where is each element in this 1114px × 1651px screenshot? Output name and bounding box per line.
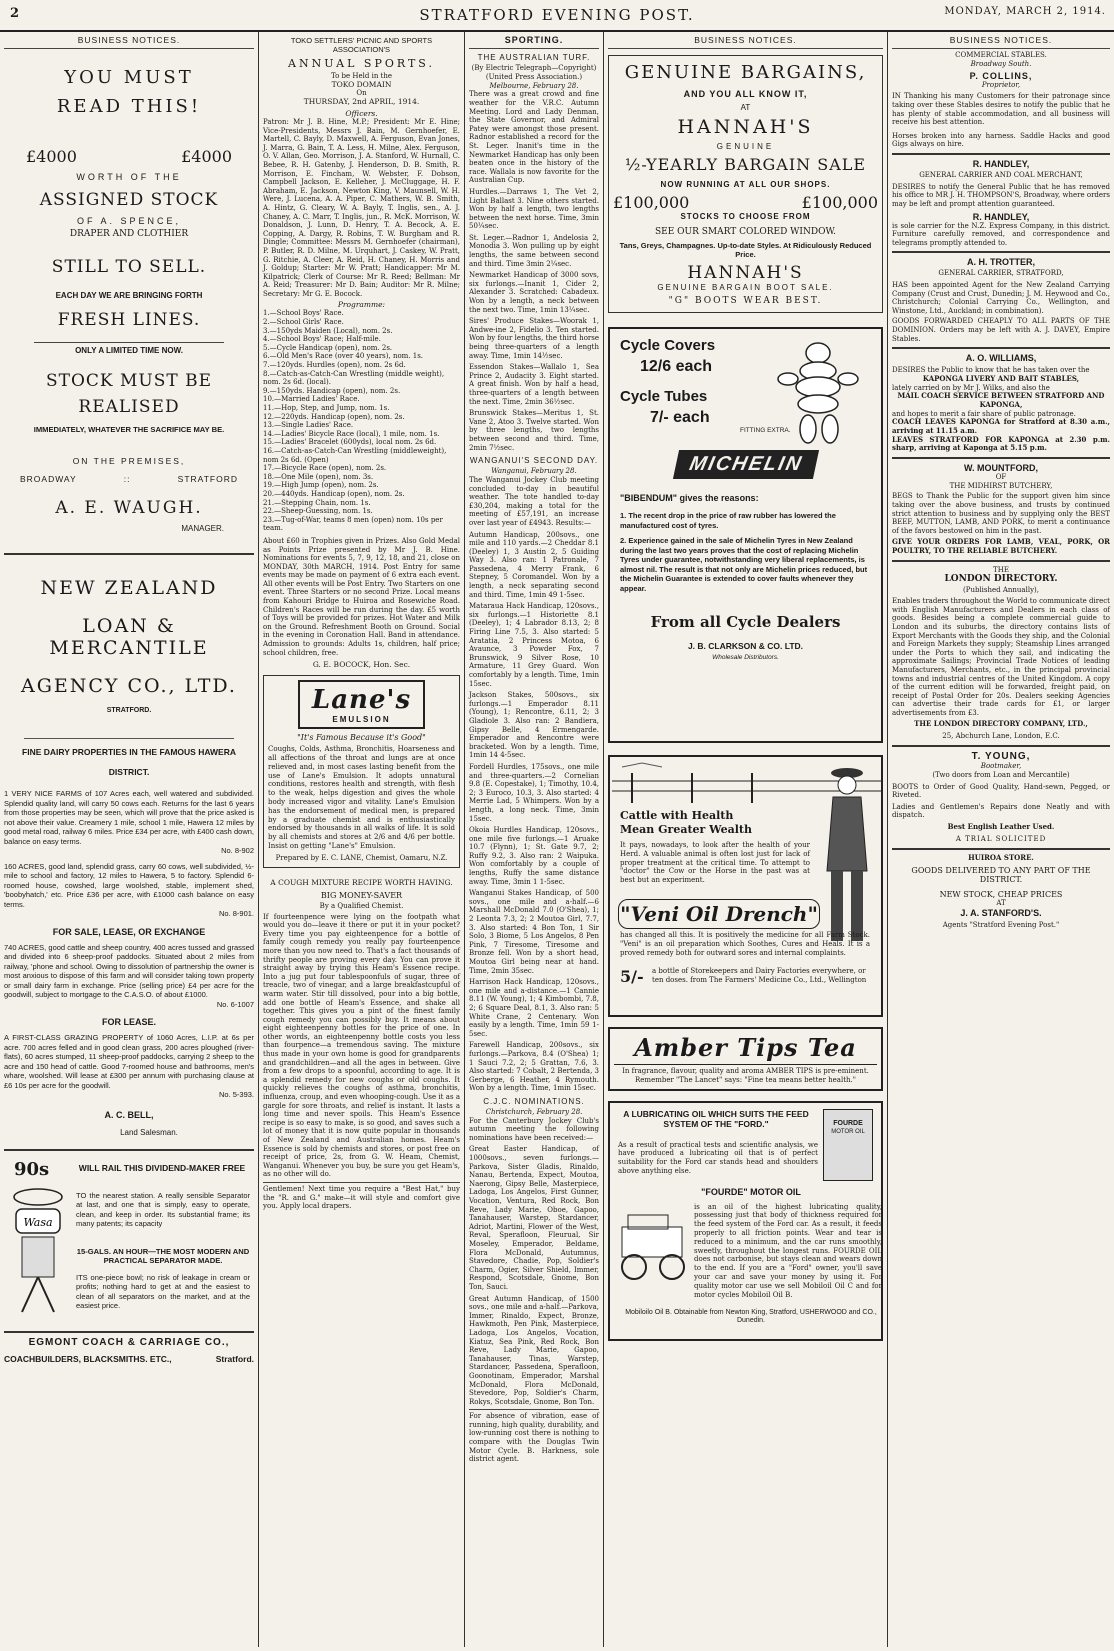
ad-body: 2. Experience gained in the sale of Michelin Tyres in New Zealand during the last two years proves that the cost of replacing Michelin Tyres under guarantee, notwithstanding very liberal replacements, is almost nil. The result is that not only are Michelin prices reduced, but the Michelin Guarantee is extended to cover faults whenever they appear.: [620, 536, 868, 593]
proprietor-name: T. YOUNG,: [971, 751, 1031, 763]
hannah-advert: [608, 55, 883, 313]
ad-heading: LONDON DIRECTORY.: [944, 574, 1058, 585]
brand-logo: EMULSION: [332, 715, 391, 725]
article-title: THE AUSTRALIAN TURF.: [477, 53, 591, 62]
divider: [24, 738, 234, 739]
ad-title: ANNUAL SPORTS.: [288, 57, 435, 70]
issue-date: MONDAY, MARCH 2, 1914.: [944, 6, 1106, 17]
section-header: SPORTING.: [469, 32, 599, 49]
listing-number: No. 5-393.: [218, 1090, 254, 1099]
masthead: [0, 0, 1114, 32]
farm-listing: 160 ACRES, good land, splendid grass, carry 60 cows, well subdivided, ½-mile to school and factory, 12 miles to Hawera, 5 to factory. Splendid 6-roomed house, cowshed, large woolshed, stable, implement shed, 'boobyhatch,' etc. Price £36 per acre, with £1000 cash balance on easy terms.: [4, 861, 254, 909]
proprietor-name: W. MOUNTFORD,: [964, 462, 1038, 473]
section-header: BUSINESS NOTICES.: [892, 32, 1110, 49]
ad-line: From all Cycle Dealers: [650, 613, 841, 631]
article-paragraph: There was a great crowd and fine weather for the V.R.C. Autumn Meeting. Lord and Lady Denman, the State Governor, and Admiral Patey were amongst those present. Radnor established a record for the St. Leger. Inanit's time in the Newmarket Handicap has only been beaten once in the history of the race. Wallala is now favorite for the Australian Cup.: [469, 90, 599, 185]
article-paragraph: For absence of vibration, ease of running, high quality, durability, and low-running cost there is nothing to compare with the Douglas Twin Motor Cycle. B. Harkness, sole district agent.: [469, 1409, 599, 1464]
ad-line: STILL TO SELL.: [51, 257, 207, 277]
divider: [892, 560, 1110, 562]
brand-logo: Lane's: [311, 685, 412, 716]
divider: [892, 251, 1110, 253]
ad-heading: A LUBRICATING OIL WHICH SUITS THE FEED SYSTEM OF THE "FORD.": [623, 1108, 809, 1129]
ad-heading: "BIBENDUM" gives the reasons:: [620, 493, 759, 503]
newspaper-title: STRATFORD EVENING POST.: [419, 6, 695, 24]
price: 12/6 each: [640, 358, 713, 375]
wasa-advert: [4, 1155, 254, 1325]
programme-item: 7.—120yds. Hurdles (open), nom. 2s 6d.: [263, 361, 406, 370]
ad-line: WORTH OF THE: [76, 172, 182, 182]
ad-line: SEE OUR SMART COLORED WINDOW.: [655, 227, 836, 237]
ad-line: BROADWAY: [20, 474, 77, 484]
ad-heading: KAPONGA LIVERY AND BAIT STABLES,: [922, 373, 1080, 383]
divider: [892, 745, 1110, 747]
article-paragraph: Mataraua Hack Handicap, 120sovs., six furlongs.—1 Historiette 8.1 (Deeley), 1; 4 Labrador 8.13, 2; 8 Firing Line 7.5, 3. Also started: 5 Aratatia, 2 Princess Motoa, 6 Avaunce, 3 Powder Fox, 7 Brunswick, 9 Silver Rose, 10 Armature, 11 Grey Guard. Won comfortably by a length. Time, 1min 15sec.: [469, 602, 599, 688]
ad-line: ½-YEARLY BARGAIN SALE: [624, 155, 867, 174]
article-paragraph: Great Easter Handicap, of 1000sovs., seven furlongs.—Parkova, Sister Gladis, Rinaldo, Nanau, Bertenda, Expect, Moutoa, Naerong, Gipsy Belle, Masterpiece, Ladoga, Los Angelos, First Gunner, Vocation, Ventura, Red Rock, Bon Reve, Lady Marie, Oboe, Gapoo, Tanahauser, Warstep, Stardancer, Adriot, Martini, Flower of the West, Reval, Sperafloon, Fleurual, Sir Moseley, Emperador, Beldame, Flora McDonald, Autumnus, Stavedore, Chadie, Pop, Soldier's Charm, Ogier, Silver Shield, Immer, Respond, Scotsdale, Gnome, Bon Ton, Sauci.: [469, 1145, 599, 1291]
article-byline: (By Electric Telegraph—Copyright) (United Press Association.): [471, 64, 597, 81]
ad-body: TO the nearest station. A really sensible Separator at last, and one that is simply, easy to operate, clean, and keep in order. Its substantial frame; its many patents; its capacity: [76, 1190, 250, 1228]
separator-illustration: [8, 1187, 68, 1317]
programme-list: [263, 309, 460, 532]
agent-title: Land Salesman.: [120, 1127, 178, 1137]
article-paragraph: St. Leger.—Radnor 1, Andelosia 2, Monodia 3. Won pulling up by eight lengths, the same between second and third. Time 3min 2¼sec.: [469, 233, 599, 268]
ad-heading: COMMERCIAL STABLES.: [955, 51, 1047, 59]
proprietor-name: A. H. TROTTER,: [967, 257, 1035, 268]
article-paragraph: Jackson Stakes, 500sovs., six furlongs.—1 Emperador 8.11 (Young), 1; Rencontre, 6.11, 2; 3 Gladiole 3. Also ran: 2 Bandiera, Gipsy Belle, 4 Ermengarde. Emperador and Rencontre were bracketed. Won by a length. Time, 1min 14 4-5sec.: [469, 691, 599, 760]
ad-line: HANNAH'S: [687, 263, 804, 283]
ad-line: Bootmaker,: [980, 762, 1022, 771]
ad-line: THE LONDON DIRECTORY COMPANY, LTD.,: [914, 719, 1088, 729]
proprietor-name: R. HANDLEY,: [972, 211, 1030, 222]
programme-item: 21.—Stepping Chain, nom. 1s.: [263, 498, 371, 507]
listing-number: No. 8-902: [221, 846, 254, 855]
ad-line: AGENCY CO., LTD.: [21, 675, 237, 697]
ad-body: DESIRES the Public to know that he has taken over the: [892, 366, 1090, 375]
ad-body: is sole carrier for the N.Z. Express Company, in this district. Furniture carefully removed, and correspondence and telegrams promptly attended to.: [892, 221, 1110, 247]
divider: [892, 848, 1110, 850]
ad-line: STOCK MUST BE: [45, 371, 213, 391]
ad-body: GOODS DELIVERED TO ANY PART OF THE DISTRICT.: [911, 866, 1091, 885]
ad-line: GENUINE BARGAIN BOOT SALE.: [657, 283, 834, 292]
sub-heading: Officers.: [345, 109, 378, 118]
ad-line: YOU MUST: [64, 67, 194, 88]
product-name: "FOURDE" MOTOR OIL: [701, 1186, 801, 1197]
article-paragraph: For the Canterbury Jockey Club's autumn meeting the following nominations have been received:—: [469, 1116, 599, 1142]
ad-line: EGMONT COACH & CARRIAGE CO.,: [28, 1336, 230, 1348]
column-1: [0, 32, 258, 1647]
ad-heading: Cattle with Health: [620, 809, 734, 822]
ad-line: NOW RUNNING AT ALL OUR SHOPS.: [660, 180, 831, 189]
article-title: WANGANUI'S SECOND DAY.: [469, 456, 599, 466]
ad-line: (Published Annually),: [963, 586, 1039, 595]
programme-item: 22.—Sheep-Guessing, nom. 1s.: [263, 507, 373, 516]
programme-item: 9.—150yds. Handicap (open), nom. 2s.: [263, 386, 401, 395]
ad-body: 1. The recent drop in the price of raw rubber has lowered the manufactured cost of tyres.: [620, 511, 836, 530]
divider: [4, 1331, 254, 1333]
farm-listing: A FIRST-CLASS GRAZING PROPERTY of 1060 Acres, L.I.P. at 6s per acre. 700 acres felled and in good clean grass, 200 acres ploughed (river-flats), 60 acres stumped, 11 sheep-proof paddocks, carrying 2 sheep to the acre and 150 head of cattle. Good 7-roomed house and bathrooms, men's whare, woolshed. Will lease at £300 per annum with purchasing clause at £6 10s per acre for the goodwill.: [4, 1033, 254, 1090]
ad-heading: THE MIDHIRST BUTCHERY,: [949, 481, 1053, 490]
ad-body: BEGS to Thank the Public for the support given him since taking over the above business, and trusts by continued strict attention to business and by supplying only the BEST BEEF, MUTTON, LAMB, AND PORK, to merit a continuance of the favors bestowed on him in the past.: [892, 492, 1110, 535]
programme-item: 4.—School Boys' Race; Half-mile.: [263, 335, 381, 344]
amount-row: [4, 147, 254, 166]
ad-line: Broadway South.: [970, 59, 1032, 68]
ad-line: Best English Leather Used.: [947, 822, 1055, 832]
ad-line: J. B. CLARKSON & CO. LTD.: [687, 641, 804, 651]
divider: [892, 153, 1110, 155]
divider: [4, 553, 254, 555]
ad-line: ONLY A LIMITED TIME NOW.: [34, 342, 224, 355]
ad-line: READ THIS!: [56, 96, 202, 117]
officers-list: Patron: Mr J. B. Hine, M.P.; President: Mr E. Hine; Vice-Presidents, Messrs J. Bain, M. Gernhoefer, E. Martell, C. Bayly, D. Maxwell, A. Ferguson, Evan Jones, J. Marra, G. Bain, T. A. Less, H. Milne, Alex. Ferguson, O. V. Allan, Geo. Morrison, J. A. Stanford, W. Hurnall, C. Bebee, R. H. Gatenby, J. Henderson, D. B. Smith, R. Morrison, E. Fincham, W. Webster, F. Dobson, Campbell Jackson, E. Kelleher, J. McCluggage, H. F. Abraham, E. Jackson, Newton King, V. Maunsell, W. H. Were, J. Lucena, A. A. Piper, C. Mathers, W. B. Smith, A. Hintz, G. Cleary, W. A. Bayly, T. Inglis, sen., A. J. Chaney, A. C. Marr, T. Inglis, jun., R. McK. Morrison, W. Donaldson, J. Lunn, D. Henry, T. A. Becock, A. E. Copping, A. Dargy, R. Robins, T. W. Burgham and R. Dingle; Committee: Messrs M. Gernhoefer (chairman), P. Butler, R. D. Milne, M. Urquhart, J. Caskey, W. Pratt, G. Ritchie, A. Cleer, A. Reid, H. Chaney, H. Morris and J. Goldup; Starter: Mr W. Pratt; Handicapper: Mr M. Kilpatrick; Clerk of Course: Mr R. Reed; Bellman: Mr A. Reid; Treasurer: Mr D. Bain; Auditor: Mr R. Milne; Secretary: Mr G. E. Bocock.: [263, 118, 460, 298]
column-3: [465, 32, 603, 1647]
motor-car-illustration: [618, 1207, 688, 1297]
ad-line: ON THE PREMISES,: [72, 456, 186, 466]
article-title: A COUGH MIXTURE RECIPE WORTH HAVING.: [270, 877, 453, 887]
ad-line: Agents "Stratford Evening Post.": [942, 921, 1060, 930]
ad-body: Enables traders throughout the World to communicate direct with English Manufacturers and Dealers in each class of goods. Besides being a complete commercial guide to London and its suburbs, the directory contains lists of Export Merchants with the Goods they ship, and the Colonial and Foreign Markets they supply; Steamship Lines arranged under the Ports to which they sail, and indicating the approximate Sailings; Provincial Trade Notices of leading Manufacturers, Merchants, etc., in the principal provincial towns and industrial centres of the United Kingdom. A copy of the current edition will be forwarded, freight paid, on receipt of Postal Order for 20s. Dealers seeking Agencies can advertise their trade cards for £1, or larger advertisements from £3.: [892, 597, 1110, 717]
veni-oil-advert: [608, 755, 883, 1017]
farm-listing: 1 VERY NICE FARMS of 107 Acres each, well watered and subdivided. Splendid quality land, will carry 50 cows each. Returns for the last 6 years from those properties may be seen, which will prove that the price asked is not above their value. Creamery 1 mile, school 1 mile, Hawera 12 miles by good metal road, railway 6 miles. Price £34 per acre, with £400 cash down, balance on easy terms.: [4, 789, 254, 846]
listing-heading: FOR SALE, LEASE, OR EXCHANGE: [52, 926, 206, 937]
programme-item: 6.—Old Men's Race (over 40 years), nom. 1s.: [263, 352, 424, 361]
ad-line: THE: [993, 565, 1009, 574]
ad-line: GENUINE BARGAINS,: [624, 62, 867, 83]
ad-line: OF A. SPENCE,: [76, 216, 182, 226]
ad-body: GOODS FORWARDED CHEAPLY TO ALL PARTS OF THE DOMINION. Orders may be left with A. J. DAVEY, Empire Stables.: [892, 317, 1110, 343]
divider: [892, 457, 1110, 459]
nz-loan-advert: [4, 577, 254, 777]
ad-line: EACH DAY WE ARE BRINGING FORTH: [55, 291, 203, 300]
ad-line: AND YOU ALL KNOW IT,: [683, 89, 808, 99]
waugh-advert: [4, 67, 254, 533]
programme-item: 18.—One Mile (open), nom. 3s.: [263, 472, 374, 481]
ad-line: NEW ZEALAND: [40, 577, 218, 599]
ad-body: HAS been appointed Agent for the New Zealand Carrying Company (Crust and Crust, Dunedin; J. M. Heywood and Co., Christchurch; Colonial Carrying Co., Wellington, and Winstone, Ltd., Auckland; in combination).: [892, 281, 1110, 315]
ad-line: GENERAL CARRIER, STRATFORD,: [938, 269, 1064, 278]
article-subtitle: BIG MONEY-SAVER: [320, 890, 403, 900]
ad-line: IMMEDIATELY, WHATEVER THE SACRIFICE MAY BE.: [33, 425, 225, 434]
lanes-advert: [263, 675, 460, 867]
ad-line: Tans, Greys, Champagnes. Up-to-date Styles. At Ridiculously Reduced Price.: [619, 241, 872, 259]
ad-line: COACHBUILDERS, BLACKSMITHS. ETC.,: [4, 1353, 172, 1364]
ad-line: FINE DAIRY PROPERTIES IN THE FAMOUS HAWERA: [22, 747, 236, 757]
ad-line: Prepared by E. C. LANE, Chemist, Oamaru, N.Z.: [275, 853, 448, 862]
ad-line: NEW STOCK, CHEAP PRICES: [939, 890, 1063, 900]
tagline: "It's Famous Because it's Good": [297, 733, 426, 743]
amount: £100,000: [801, 193, 878, 212]
programme-item: 15.—Ladies' Bracelet (600yds), local nom. 2s 6d.: [263, 438, 437, 447]
article-dateline: Christchurch, February 28.: [485, 1107, 583, 1116]
article-title: C.J.C. NOMINATIONS.: [483, 1096, 585, 1106]
ad-heading: MAIL COACH SERVICE BETWEEN STRATFORD AND KAPONGA,: [897, 391, 1105, 410]
ad-line: TOKO DOMAIN: [331, 80, 392, 89]
ad-heading: TOKO SETTLERS' PICNIC AND SPORTS ASSOCIATION'S: [290, 36, 433, 54]
programme-item: 12.—220yds. Handicap (open), nom. 2s.: [263, 412, 405, 421]
article-body: Gentlemen! Next time you require a "Best Hat," buy the "R. and G." make—it will style and comfort give you. Apply local drapers.: [263, 1182, 460, 1211]
address-row: [4, 474, 254, 484]
ad-line: STOCKS TO CHOOSE FROM: [680, 212, 811, 221]
ad-heading: HUIROA STORE.: [968, 852, 1034, 862]
programme-item: 19.—High Jump (open), nom. 2s.: [263, 481, 379, 490]
ad-line: AT: [996, 899, 1006, 908]
ad-line: STRATFORD.: [106, 707, 152, 714]
programme-item: 2.—School Girls' Race.: [263, 318, 344, 327]
farm-listing: 740 ACRES, good cattle and sheep country, 400 acres tussed and grassed and divided into 6 sheep-proof paddocks. Situated about 2 miles from railway, 'phone and school. Owing to dissolution of partnership the owner is most anxious to dispose of this farm and will consider taking town property or small dairy farm in exchange. Price (selling price) £4 per acre for the goodwill, subject to mortgage to the C.A.S.O. of about £1000.: [4, 942, 254, 999]
article-dateline: Wanganui, February 28.: [491, 467, 577, 476]
ad-line: THURSDAY, 2nd APRIL, 1914.: [303, 97, 420, 106]
article-paragraph: Farewell Handicap, 200sovs., six furlongs.—Parkova, 8.4 (O'Shea) 1; 1 Sauci 7.2, 2; 5 Grattan, 7.6, 3. Also started: 7 Cobalt, 2 Bertenda, 3 Gerberge, 6 Heather, 4 Rymouth. Won by a length. Time, 1min 15sec.: [469, 1041, 600, 1093]
can-label: FOURDE: [833, 1119, 863, 1127]
page-number: 2: [10, 6, 20, 21]
programme-item: 10.—Married Ladies' Race.: [263, 395, 360, 404]
ad-line: OF: [995, 472, 1007, 481]
brand-label: Wasa: [23, 1215, 53, 1229]
ad-body: Ladies and Gentlemen's Repairs done Neatly and with dispatch.: [892, 802, 1110, 820]
section-header: BUSINESS NOTICES.: [4, 32, 254, 49]
ad-line: GENUINE: [716, 142, 775, 151]
ad-line: ::: [123, 474, 131, 484]
ad-line: HANNAH'S: [677, 116, 814, 138]
ad-body: DESIRES to notify the General Public that he has removed his office to MR J. H. THOMPSON'S, Broadway, where orders may be left and prompt attention guaranteed.: [892, 182, 1110, 208]
ad-line: 25, Abchurch Lane, London, E.C.: [942, 732, 1060, 741]
column-4: [604, 32, 887, 1647]
ad-line: FRESH LINES.: [57, 310, 201, 330]
ad-line: Mobiloilo Oil B. Obtainable from Newton King, Stratford, USHERWOOD and CO., Dunedin.: [625, 1308, 877, 1325]
event-notes: About £60 in Trophies given in Prizes. Also Gold Medal as Points Prize presented by Mr J. B. Hine. Nominations for events 5, 7, 9, 12, 18, and 21, close on MONDAY, 30th MARCH, 1914. Post Entry for same events may be made on payment of 6 extra each event. All other events will be Post Entry. Two Starters on one event. Three Starters or no second Prize. Local means from Kahouri Bridge to Huiroa and Rosewiche Road. Children's Races will be run during the day. £5 worth of Toys will be provided for prizes. Hot Water and Milk on the Ground. Refreshment Booth on Ground. Social in the evening in Coronation Hall. Band in attendance. Admission to grounds: Adults 1s, children, half price; school children, free.: [263, 536, 460, 657]
ad-body: It pays, nowadays, to look after the health of your Herd. A valuable animal is often lost just for lack of proper treatment at the critical time. To attempt to "doctor" the Cow or the Horse in the past was at best but an experiment.: [620, 841, 810, 885]
divider: [892, 347, 1110, 349]
ad-line: MANAGER.: [181, 524, 224, 533]
programme-item: 23.—Tug-of-War, teams 8 men (open) nom. 10s per team.: [263, 515, 443, 533]
ad-line: A TRIAL SOLICITED: [955, 834, 1047, 843]
ad-line: A. E. WAUGH.: [55, 498, 203, 518]
ad-line: To be Held in the: [330, 72, 393, 80]
ad-line: DISTRICT.: [108, 767, 150, 777]
listing-heading: FOR LEASE.: [101, 1017, 156, 1027]
article-paragraph: Fordell Hurdles, 175sovs., one mile and three-quarters.—2 Cornelian 9.8 (E. Copestake), 1; Timothy, 10.4, 2; 3 Euroco, 10.3, 3. Also started: 4 Merrie Lad, 5 Whimpers. Won by a length, a long neck. Time, 3min 15sec.: [469, 762, 599, 823]
ad-row: [4, 1354, 254, 1364]
egmont-advert: [4, 1337, 254, 1364]
divider: [4, 1149, 254, 1151]
brand-logo: MICHELIN: [672, 450, 818, 479]
ad-heading: 15-GALS. AN HOUR—THE MOST MODERN AND PRACTICAL SEPARATOR MADE.: [76, 1246, 250, 1265]
price: 7/- each: [650, 409, 710, 426]
article-paragraph: Wanganui Stakes Handicap, of 500 sovs., one mile and a-half.—6 Marshall McDonald 7.0 (O'Shea), 1; 2 Leonta 7.3, 2; 2 Moutoa Girl, 7.7, 3. Also started: 4 Bon Ton, 1 Sir Solo, 3 Biome, 5 Los Angelos, 8 Pen Pink, 7 Tiresome, Tiresome and Bronze fell. Won by a short head, Moutoa Girl being near at hand. Time, 2min 35sec.: [469, 889, 599, 975]
bibendum-illustration: [773, 339, 863, 449]
ad-line: LOAN & MERCANTILE: [49, 615, 209, 659]
proprietor-name: P. COLLINS,: [969, 70, 1033, 81]
article-paragraph: Sires' Produce Stakes—Woorak 1, Andwe-ine 2, Fidelio 3. Ten started. Won by four lengths, the third horse being three-quarters of a length away. Time, 1min 14½sec.: [469, 317, 599, 360]
ad-line: ASSIGNED STOCK: [39, 190, 219, 210]
programme-item: 14.—Ladies' Bicycle Race (local), 1 mile, nom. 1s.: [263, 429, 440, 438]
ad-line: Cycle Tubes: [620, 388, 708, 405]
brand-logo: "Veni Oil Drench": [618, 899, 820, 929]
programme-item: 8.—Catch-as-Catch-Can Wrestling (middle weight), nom. 2s 6d. (local).: [263, 369, 445, 387]
amount: £4000: [181, 147, 232, 166]
amount: £100,000: [613, 193, 690, 212]
amount-row: [613, 193, 878, 212]
programme-item: 5.—Cycle Handicap (open), nom. 2s.: [263, 343, 393, 352]
sub-heading: Programme:: [337, 300, 386, 310]
ad-body: BOOTS to Order of Good Quality, Hand-sewn, Pegged, or Riveted.: [892, 782, 1110, 800]
article-paragraph: Newmarket Handicap of 3000 sovs, six furlongs.—Inanit 1, Cider 2, Alexander 3. Scratched: Cabadeux. Won by a length, a neck between the next two. Time, 1min 13¼sec.: [469, 271, 599, 314]
ad-body: ITS one-piece bowl; no risk of leakage in cream or profits; nothing hard to get at and the easiest to clean of all separators on the market, and at the easiest price.: [76, 1272, 250, 1310]
article-paragraph: Hurdles.—Darraws 1, The Vet 2, Light Ballast 3. Nine others started. Won by half a length, two lengths between the next horse. Time, 3min 50¼sec.: [469, 187, 599, 231]
ad-line: DRAPER AND CLOTHIER: [69, 229, 189, 239]
ad-line: (Two doors from Loan and Mercantile): [932, 770, 1070, 779]
programme-item: 20.—440yds. Handicap (open), nom. 2s.: [263, 489, 405, 498]
article-paragraph: Great Autumn Handicap, of 1500 sovs., one mile and a-half.—Parkova, Immer, Rinaldo, Expect, Bronze, Hawkmoth, Pen Pink, Masterpiece, Ladoga, Los Angelos, Vocation, Kiatuz, Sea Pink, Red Rock, Bon Reve, Lady Marie, Gapoo, Tanahauser, Tinas, Warstep, Stardancer, Passedena, Sperafloon, Goonotinam, Emperador, Marshal McDonald, Flora McDonald, Stevedore, Pop, Soldier's Charm, Rokys, Scotsdale, Gnome, Bon Ton.: [469, 1294, 599, 1406]
ad-body: In fragrance, flavour, quality and aroma AMBER TIPS is pre-eminent. Remember "The Lancet" says: "Fine tea means better health.": [622, 1067, 869, 1084]
ad-body: GIVE YOUR ORDERS FOR LAMB, VEAL, PORK, OR POULTRY, TO THE RELIABLE BUTCHERY.: [892, 537, 1110, 555]
article-paragraph: Autumn Handicap, 200sovs., one mile and 110 yards.—2 Cheddar 8.1 (Deeley) 1, 3 Austin 2, 5 Guiding Way 3. Also ran: 1 Patronale, 7 Passedena, 4 Merry Frank, 6 Stepney, 5 Coromandel. Won by a length, a neck separating second and third. Time, 1min 49 1-5sec.: [469, 530, 599, 599]
ad-line: REALISED: [78, 397, 180, 417]
michelin-advert: [608, 327, 883, 743]
ad-line: On: [356, 89, 367, 97]
ad-body: is an oil of the highest lubricating quality, possessing just that body of thickness required for the feed system of the Ford car. As a result, it feeds properly to all friction points. Wear and tear is reduced to a minimum, and the car runs smoothly, sweetly, throughout the longest runs. FOURDE OIL does not carbonise, but stays clean and wears down to the end. If you are a "Ford" owner, you'll save your car and save your money by using it. For quality motor car use we sell Mobiloil Oil C and for motor cycles Mobiloil Oil B.: [694, 1202, 882, 1299]
price: 5/-: [620, 967, 644, 986]
ad-body: has changed all this. It is positively the medicine for all Farm Stock. "Veni" is an oil preparation which Soothes, Cures and Heals. It is a proved remedy both for outward sores and internal complaints.: [620, 931, 870, 957]
proprietor-name: A. O. WILLIAMS,: [965, 353, 1037, 364]
programme-item: 13.—Single Ladies' Race.: [263, 421, 354, 430]
ad-line: Wholesale Distributors.: [712, 654, 779, 661]
ad-body: lately carried on by Mr J. Wilks, and also the: [892, 383, 1050, 392]
programme-item: 17.—Bicycle Race (open), nom. 2s.: [263, 464, 387, 473]
ad-line: AT: [740, 103, 751, 112]
article-paragraph: Brunswick Stakes—Meritus 1, St. Vane 2, Atoo 3. Twelve started. Won by three lengths, two lengths between second and third. Time, 2min 7½sec.: [469, 409, 599, 452]
listing-number: No. 8-901.: [218, 909, 254, 918]
proprietor-name: J. A. STANFORD'S.: [960, 908, 1042, 919]
signature: G. E. BOCOCK, Hon. Sec.: [312, 660, 411, 670]
ad-line: FITTING EXTRA.: [740, 427, 791, 434]
ad-body: As a result of practical tests and scientific analysis, we have produced a lubricating oil that is of perfect suitability for the Ford car stands head and shoulders above anything else.: [618, 1140, 818, 1175]
ad-line: Cycle Covers: [620, 337, 716, 354]
ad-line: GENERAL CARRIER AND COAL MERCHANT,: [919, 170, 1083, 179]
amount: £4000: [26, 147, 77, 166]
article-body: If fourteenpence were lying on the footpath what would you do—leave it there or put it in your pocket? Every time you pay eighteenpence for a bottle of family cough remedy you really pay fourteenpence more than you now need to. That's a fact thousands of thrifty people are proving every day. You can prove it straight away by trying this Heam's Essence recipe. Into a jug put four tablespoonfuls of sugar, three of treacle, two of vinegar, and a large breakfastcupful of warm water. Stir till dissolved, pour into a big bottle, add one bottle of Heam's Essence, and shake all together. This gives you a pint of the finest family cough remedy you can possibly buy. It means about eight eighteenpenny bottles for the price of one. In other words, an eighteenpenny bottle costs you less than fourpence—a tremendous saving. The mixture thus made in your own home is good for grandparents and grandchildren—and all the ages in between. Give from a few drops to a spoonful, according to age. It is a splendid remedy for new coughs or old coughs. It quickly relieves the coughs of asthma, bronchitis, influenza, croup, and even whooping-cough. Use it as a gargle for sore throats, and relief is instant. It lasts a long time and never spoils. This Heam's Essence recipe is so easy to make, is so good, and saves such a lot of money that it is now quite popular in thousands of New Zealand and Australian homes. Heam's Essence is sold by chemists and stores, or post free on receipt of price, 2s, from G. W. Heam, Chemist, Wanganui. Whenever you buy, be sure you get Heam's, as no other will do.: [263, 912, 460, 1179]
programme-item: 11.—Hop, Step, and Jump, nom. 1s.: [263, 404, 390, 412]
listing-number: No. 6-1007: [216, 999, 254, 1009]
price: 90s: [14, 1158, 50, 1180]
ad-body: and hopes to merit a fair share of public patronage.: [892, 409, 1076, 418]
can-label: MOTOR OIL: [831, 1128, 865, 1135]
section-header: BUSINESS NOTICES.: [608, 32, 883, 49]
ad-line: "G" BOOTS WEAR BEST.: [668, 296, 823, 306]
column-2: [259, 32, 464, 1647]
ad-body: a bottle of Storekeepers and Dairy Factories everywhere, or ten doses. from The Farmers' Medicine Co., Ltd., Wellington: [652, 967, 867, 984]
fourde-oil-advert: [608, 1101, 883, 1341]
ad-body: Coughs, Colds, Asthma, Bronchitis, Hoarseness and all affections of the throat and lungs are at once relieved and, in most cases lasting benefit from the use of Lane's Emulsion. It adopts unnatural conditions, restores health and strength, with flesh to the weak, helps digestion and gives the whole body increased vigor and vitality. Lane's Emulsion has the endorsement of medical men, is prepared by a graduate chemist and is enthusiastically endorsed by thousands in all walks of life. It is sold by all chemists and stores at 2/6 and 4/6 per bottle. Insist on getting "Lane's" Emulsion.: [268, 745, 455, 850]
oil-can-illustration: [823, 1109, 873, 1181]
agent-name: A. C. BELL,: [104, 1109, 154, 1120]
article-paragraph: The Wanganui Jockey Club meeting concluded to-day in beautiful weather. The tote handled to-day £30,204, making a total for the meeting of £57,191, an increase over last year of £4943. Results:—: [469, 475, 599, 527]
ad-body: IN Thanking his many Customers for their patronage since taking over these Stables desires to notify the public that he has plenty of stable accommodation, and all business will receive his best attention.: [892, 92, 1110, 127]
article-paragraph: Harrison Hack Handicap, 120sovs., one mile and a-distance.—1 Cannie 8.11 (W. Young), 1; 4 Kimbombi, 7.8, 2; 6 Square Deal, 8.1, 3. Also ran: 5 White Crane, 2 Centenary. Won easily by a length. Time, 1min 59 1-5sec.: [469, 978, 599, 1038]
programme-item: 1.—School Boys' Race.: [263, 309, 344, 318]
ad-heading: WILL RAIL THIS DIVIDEND-MAKER FREE: [78, 1162, 246, 1173]
timetable-line: COACH LEAVES KAPONGA for Stratford at 8.30 a.m., arriving at 11.15 a.m.: [892, 417, 1110, 436]
article-byline: By a Qualified Chemist.: [319, 901, 404, 910]
ad-heading: Mean Greater Wealth: [620, 823, 752, 836]
article-dateline: Melbourne, February 28.: [489, 81, 579, 90]
brand-logo: Amber Tips Tea: [614, 1033, 877, 1065]
programme-item: 16.—Catch-as-Catch-Can Wrestling (middleweight), nom 2s 6d. (Open): [263, 446, 447, 464]
article-paragraph: Essendon Stakes—Wallalo 1, Sea Prince 2, Audacity 3. Eight started. A great finish. Won by half a head, three-quarters of a length between the next. Time, 2min 36½sec.: [469, 363, 599, 406]
article-paragraph: Okoia Hurdles Handicap, 120sovs., one mile five furlongs.—1 Aruake 10.7 (Flynn), 1; St. Gate 9.7, 2; Ruffy 9.2, 3. Also ran: 2 Waipuka. Won comfortably by a couple of lengths, Ruffy the same distance away. Time, 3min 1 1-5sec.: [469, 826, 599, 886]
programme-item: 3.—150yds Maiden (Local), nom. 2s.: [263, 326, 393, 335]
ad-line: Stratford.: [215, 1353, 254, 1364]
column-5: [888, 32, 1114, 1647]
timetable-line: LEAVES STRATFORD FOR KAPONGA at 2.30 p.m. sharp, arriving at Kaponga at 5.15 p.m.: [892, 434, 1110, 453]
ad-body: Horses broken into any harness. Saddle Hacks and good Gigs always on hire.: [892, 131, 1110, 149]
proprietor-name: R. HANDLEY,: [972, 158, 1030, 169]
ad-line: Proprietor,: [981, 80, 1021, 89]
amber-tips-advert: [608, 1027, 883, 1091]
ad-line: STRATFORD: [177, 474, 238, 484]
